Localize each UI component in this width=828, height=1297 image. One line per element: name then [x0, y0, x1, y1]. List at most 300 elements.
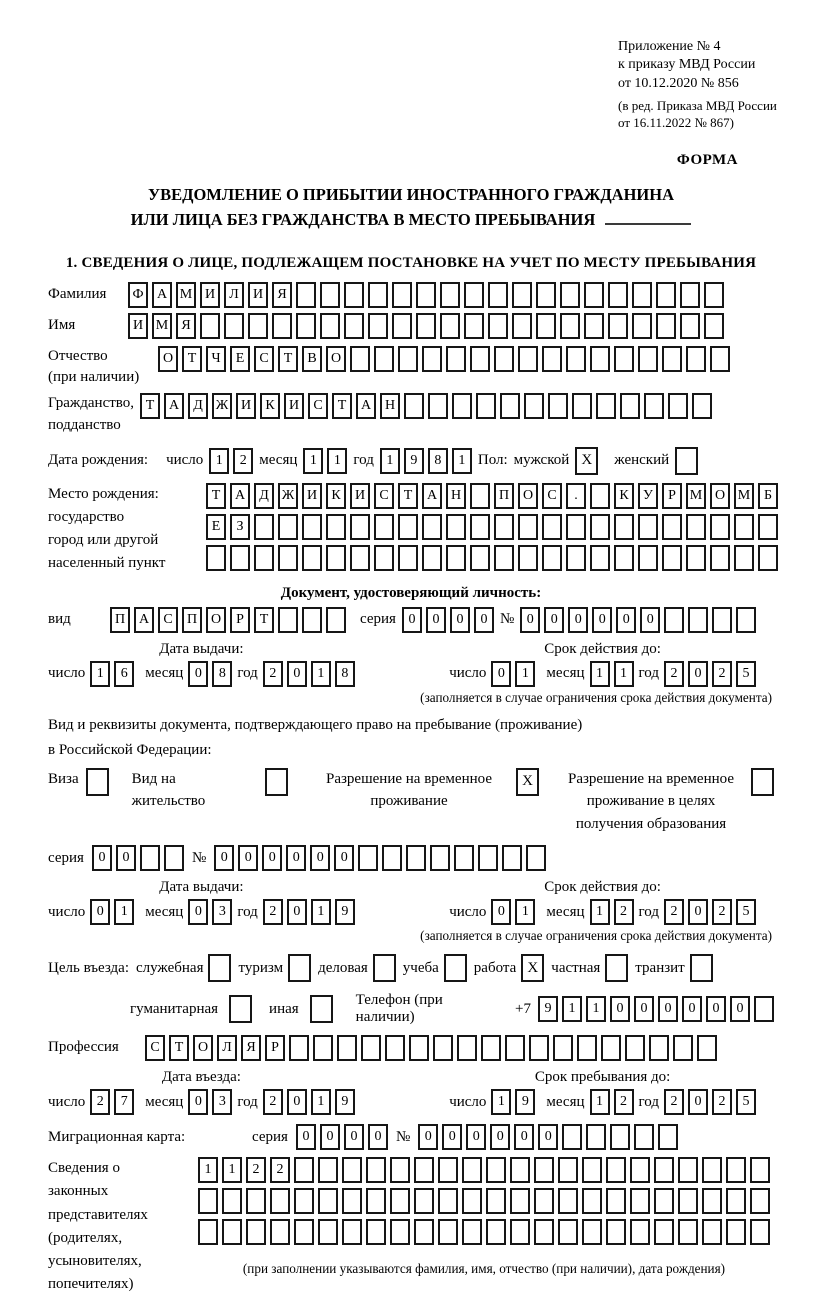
char-cell: [632, 282, 652, 308]
char-cell: [422, 545, 442, 571]
id-doc-validity-note: (заполняется в случае ограничения срока действия документа): [420, 689, 772, 705]
char-cell: 1: [327, 448, 347, 474]
char-cell: [686, 346, 706, 372]
char-cell: 3: [212, 1089, 232, 1115]
stay-issue-year-cells: [263, 899, 355, 925]
phone-prefix: +7: [515, 1000, 531, 1017]
char-cell: 2: [712, 1089, 732, 1115]
stay-until-day-cells: [491, 1089, 535, 1115]
purpose-private-checkbox: [605, 954, 628, 982]
char-cell: 9: [515, 1089, 535, 1115]
migration-card-label: Миграционная карта:: [48, 1128, 186, 1145]
char-cell: И: [350, 483, 370, 509]
purpose-official-checkbox: [208, 954, 231, 982]
char-cell: Р: [662, 483, 682, 509]
char-cell: [470, 545, 490, 571]
char-cell: И: [284, 393, 304, 419]
firstname-label: Имя: [48, 316, 76, 333]
order-line: к приказу МВД России: [618, 57, 756, 73]
char-cell: 0: [490, 1124, 510, 1150]
stay-doc-valid-group: Срок действия до: число 0 1 месяц 1 2 год 2 0 2 5: [449, 879, 756, 925]
sex-male-label: мужской: [513, 452, 570, 469]
birth-month-cells: [303, 448, 347, 474]
char-cell: [446, 545, 466, 571]
char-cell: [566, 545, 586, 571]
purpose-work-checkbox: X: [521, 954, 544, 982]
char-cell: [414, 1157, 434, 1183]
char-cell: [337, 1035, 357, 1061]
char-cell: [524, 393, 544, 419]
edition-block: [618, 98, 828, 132]
char-cell: 0: [640, 607, 660, 633]
char-cell: [620, 393, 640, 419]
char-cell: П: [182, 607, 202, 633]
char-cell: [758, 514, 778, 540]
char-cell: [558, 1157, 578, 1183]
char-cell: 2: [270, 1157, 290, 1183]
char-cell: С: [254, 346, 274, 372]
char-cell: [302, 545, 322, 571]
char-cell: [318, 1188, 338, 1214]
temp-residence-education-option: Разрешение на временное проживание в целях получения образования: [558, 768, 774, 836]
char-cell: [632, 313, 652, 339]
char-cell: [462, 1219, 482, 1245]
char-cell: Т: [206, 483, 226, 509]
char-cell: 0: [616, 607, 636, 633]
representatives-cells-row3: [198, 1219, 770, 1245]
char-cell: С: [158, 607, 178, 633]
char-cell: [358, 845, 378, 871]
char-cell: 2: [712, 899, 732, 925]
surname-cells: [128, 282, 724, 308]
purpose-transit: транзит: [635, 954, 712, 982]
char-cell: Н: [446, 483, 466, 509]
visa-option: Виза: [48, 768, 109, 796]
char-cell: [638, 346, 658, 372]
char-cell: [542, 514, 562, 540]
char-cell: [422, 514, 442, 540]
char-cell: [608, 313, 628, 339]
temp-residence-checkbox: X: [516, 768, 539, 796]
char-cell: [422, 346, 442, 372]
id-valid-year-cells: [664, 661, 756, 687]
char-cell: [582, 1188, 602, 1214]
purpose-tourism: туризм: [238, 954, 311, 982]
char-cell: [318, 1219, 338, 1245]
id-issue-day-cells: [90, 661, 134, 687]
representatives-label: Сведения о законных представителях (родителях, усыновителях, попечителях): [48, 1160, 148, 1293]
char-cell: Т: [169, 1035, 189, 1061]
char-cell: [318, 1157, 338, 1183]
char-cell: 2: [664, 1089, 684, 1115]
char-cell: [726, 1188, 746, 1214]
char-cell: [510, 1188, 530, 1214]
id-doc-series-cells: [402, 607, 494, 633]
char-cell: [536, 282, 556, 308]
char-cell: [398, 545, 418, 571]
char-cell: [404, 393, 424, 419]
char-cell: 0: [538, 1124, 558, 1150]
char-cell: [534, 1157, 554, 1183]
visit-purpose-row2: [130, 992, 774, 1026]
char-cell: Ч: [206, 346, 226, 372]
char-cell: Т: [182, 346, 202, 372]
char-cell: 8: [335, 661, 355, 687]
char-cell: [704, 313, 724, 339]
char-cell: [686, 514, 706, 540]
char-cell: [726, 1157, 746, 1183]
char-cell: 0: [320, 1124, 340, 1150]
edition-line1: (в ред. Приказа МВД России: [618, 98, 777, 114]
char-cell: 9: [404, 448, 424, 474]
char-cell: [416, 282, 436, 308]
char-cell: [750, 1188, 770, 1214]
char-cell: С: [145, 1035, 165, 1061]
char-cell: 0: [287, 899, 307, 925]
char-cell: [566, 514, 586, 540]
char-cell: [512, 313, 532, 339]
char-cell: И: [200, 282, 220, 308]
char-cell: [254, 545, 274, 571]
char-cell: [560, 313, 580, 339]
char-cell: [606, 1219, 626, 1245]
char-cell: 1: [586, 996, 606, 1022]
char-cell: [464, 282, 484, 308]
char-cell: 9: [335, 1089, 355, 1115]
char-cell: [366, 1157, 386, 1183]
char-cell: [590, 514, 610, 540]
char-cell: [385, 1035, 405, 1061]
birth-place-cells-row1: [206, 483, 778, 509]
char-cell: [577, 1035, 597, 1061]
char-cell: 0: [92, 845, 112, 871]
char-cell: [562, 1124, 582, 1150]
char-cell: [614, 514, 634, 540]
id-doc-valid-group: Срок действия до: число 0 1 месяц 1 1 год 2 0 2 5: [449, 641, 756, 687]
char-cell: Т: [332, 393, 352, 419]
char-cell: 0: [287, 661, 307, 687]
purpose-other-checkbox: [310, 995, 333, 1023]
char-cell: [438, 1188, 458, 1214]
char-cell: [464, 313, 484, 339]
char-cell: 9: [538, 996, 558, 1022]
char-cell: [486, 1219, 506, 1245]
char-cell: 0: [688, 1089, 708, 1115]
char-cell: [222, 1219, 242, 1245]
char-cell: Т: [254, 607, 274, 633]
char-cell: 1: [562, 996, 582, 1022]
char-cell: [688, 607, 708, 633]
char-cell: [470, 483, 490, 509]
char-cell: [302, 514, 322, 540]
char-cell: 1: [452, 448, 472, 474]
title-blank-underline: [605, 211, 691, 225]
char-cell: [440, 282, 460, 308]
profession-cells: [145, 1035, 717, 1061]
visa-checkbox: [86, 768, 109, 796]
char-cell: [680, 313, 700, 339]
form-label: ФОРМА: [676, 152, 738, 169]
char-cell: Б: [758, 483, 778, 509]
order-date-line: от 10.12.2020 № 856: [618, 75, 739, 91]
char-cell: [662, 545, 682, 571]
char-cell: [494, 545, 514, 571]
stay-doc-number-cells: [214, 845, 546, 871]
char-cell: [366, 1188, 386, 1214]
char-cell: 0: [402, 607, 422, 633]
char-cell: [430, 845, 450, 871]
char-cell: 2: [233, 448, 253, 474]
char-cell: М: [152, 313, 172, 339]
patronymic-cells: [158, 346, 730, 372]
char-cell: [374, 346, 394, 372]
valid-until-caption: Срок действия до:: [544, 640, 661, 657]
char-cell: [505, 1035, 525, 1061]
firstname-row: [48, 313, 774, 339]
purpose-transit-checkbox: [690, 954, 713, 982]
id-valid-month-cells: [590, 661, 634, 687]
visit-purpose-row1: [48, 954, 774, 982]
char-cell: [566, 346, 586, 372]
char-cell: [470, 514, 490, 540]
char-cell: [584, 313, 604, 339]
char-cell: Т: [140, 393, 160, 419]
char-cell: 1: [515, 661, 535, 687]
surname-label: Фамилия: [48, 285, 107, 302]
migration-series-label: серия: [252, 1128, 288, 1145]
char-cell: [296, 313, 316, 339]
id-doc-heading: Документ, удостоверяющий личность:: [280, 584, 542, 601]
stay-doc-options-row: [48, 768, 774, 836]
char-cell: [206, 545, 226, 571]
char-cell: [692, 393, 712, 419]
char-cell: М: [734, 483, 754, 509]
char-cell: 1: [590, 899, 610, 925]
char-cell: [457, 1035, 477, 1061]
char-cell: О: [326, 346, 346, 372]
char-cell: О: [518, 483, 538, 509]
char-cell: 5: [736, 661, 756, 687]
char-cell: 0: [491, 899, 511, 925]
char-cell: [702, 1219, 722, 1245]
stay-until-group: Срок пребывания до: число 1 9 месяц 1 2 год 2 0 2 5: [449, 1069, 756, 1115]
representatives-cells-and-note: [198, 1157, 770, 1277]
migration-number-cells: [418, 1124, 678, 1150]
char-cell: [320, 313, 340, 339]
char-cell: [510, 1219, 530, 1245]
char-cell: [686, 545, 706, 571]
char-cell: О: [193, 1035, 213, 1061]
birth-place-label: Место рождения: государство город или другой населенный пункт: [48, 485, 166, 572]
char-cell: [654, 1219, 674, 1245]
char-cell: А: [230, 483, 250, 509]
char-cell: 1: [515, 899, 535, 925]
char-cell: 0: [188, 661, 208, 687]
char-cell: [326, 545, 346, 571]
char-cell: [526, 845, 546, 871]
char-cell: [625, 1035, 645, 1061]
char-cell: Д: [188, 393, 208, 419]
char-cell: [198, 1188, 218, 1214]
char-cell: И: [248, 282, 268, 308]
char-cell: 0: [426, 607, 446, 633]
char-cell: [548, 393, 568, 419]
char-cell: [344, 313, 364, 339]
purpose-other: иная: [269, 995, 333, 1023]
char-cell: [750, 1219, 770, 1245]
char-cell: [254, 514, 274, 540]
char-cell: 0: [706, 996, 726, 1022]
citizenship-cells: [140, 393, 712, 419]
char-cell: [382, 845, 402, 871]
char-cell: [278, 514, 298, 540]
char-cell: [494, 346, 514, 372]
char-cell: [518, 545, 538, 571]
char-cell: [270, 1188, 290, 1214]
visit-purpose-label: Цель въезда:: [48, 959, 129, 976]
char-cell: [342, 1188, 362, 1214]
char-cell: А: [422, 483, 442, 509]
char-cell: 2: [614, 1089, 634, 1115]
char-cell: 1: [311, 1089, 331, 1115]
char-cell: [486, 1188, 506, 1214]
char-cell: [634, 1124, 654, 1150]
stay-doc-validity-note: (заполняется в случае ограничения срока действия документа): [420, 928, 772, 944]
sex-female-checkbox: [675, 447, 698, 475]
char-cell: .: [566, 483, 586, 509]
char-cell: 6: [114, 661, 134, 687]
char-cell: [601, 1035, 621, 1061]
char-cell: [510, 1157, 530, 1183]
char-cell: [272, 313, 292, 339]
char-cell: 0: [287, 1089, 307, 1115]
residence-permit-checkbox: [265, 768, 288, 796]
char-cell: [654, 1188, 674, 1214]
char-cell: [710, 514, 730, 540]
stay-doc-dates-row: [48, 879, 774, 925]
form-title-line2: ИЛИ ЛИЦА БЕЗ ГРАЖДАНСТВА В МЕСТО ПРЕБЫВАНИЯ: [48, 208, 774, 233]
char-cell: [678, 1157, 698, 1183]
char-cell: 0: [688, 899, 708, 925]
char-cell: [654, 1157, 674, 1183]
char-cell: 1: [311, 899, 331, 925]
purpose-official: служебная: [136, 954, 232, 982]
char-cell: К: [326, 483, 346, 509]
char-cell: [452, 393, 472, 419]
char-cell: 0: [442, 1124, 462, 1150]
char-cell: 0: [514, 1124, 534, 1150]
char-cell: [529, 1035, 549, 1061]
migration-card-row: [48, 1124, 774, 1150]
char-cell: И: [128, 313, 148, 339]
char-cell: [586, 1124, 606, 1150]
profession-row: [48, 1035, 774, 1061]
char-cell: 0: [544, 607, 564, 633]
char-cell: 0: [418, 1124, 438, 1150]
sex-male-checkbox: X: [575, 447, 598, 475]
id-doc-dates-row: [48, 641, 774, 687]
char-cell: [230, 545, 250, 571]
char-cell: 0: [296, 1124, 316, 1150]
char-cell: 1: [303, 448, 323, 474]
char-cell: [680, 282, 700, 308]
profession-label: Профессия: [48, 1039, 119, 1056]
char-cell: Р: [230, 607, 250, 633]
char-cell: М: [176, 282, 196, 308]
birth-day-cells: [209, 448, 253, 474]
char-cell: З: [230, 514, 250, 540]
char-cell: Ж: [278, 483, 298, 509]
char-cell: 0: [310, 845, 330, 871]
char-cell: [390, 1157, 410, 1183]
char-cell: 0: [730, 996, 750, 1022]
char-cell: 1: [491, 1089, 511, 1115]
purpose-business-checkbox: [373, 954, 396, 982]
char-cell: 2: [90, 1089, 110, 1115]
char-cell: [289, 1035, 309, 1061]
char-cell: 5: [736, 1089, 756, 1115]
char-cell: 0: [634, 996, 654, 1022]
char-cell: [438, 1219, 458, 1245]
char-cell: [678, 1219, 698, 1245]
char-cell: С: [542, 483, 562, 509]
char-cell: [736, 607, 756, 633]
stay-doc-series-cells: [92, 845, 184, 871]
char-cell: [294, 1219, 314, 1245]
char-cell: [294, 1157, 314, 1183]
char-cell: [668, 393, 688, 419]
char-cell: [392, 313, 412, 339]
char-cell: [440, 313, 460, 339]
char-cell: Е: [230, 346, 250, 372]
char-cell: С: [374, 483, 394, 509]
char-cell: [553, 1035, 573, 1061]
char-cell: 7: [114, 1089, 134, 1115]
char-cell: 0: [334, 845, 354, 871]
char-cell: 0: [450, 607, 470, 633]
char-cell: [662, 346, 682, 372]
char-cell: 2: [263, 899, 283, 925]
char-cell: 1: [90, 661, 110, 687]
char-cell: О: [710, 483, 730, 509]
char-cell: [486, 1157, 506, 1183]
char-cell: [428, 393, 448, 419]
char-cell: 1: [198, 1157, 218, 1183]
char-cell: [374, 514, 394, 540]
char-cell: 2: [614, 899, 634, 925]
char-cell: [518, 346, 538, 372]
char-cell: П: [110, 607, 130, 633]
char-cell: [590, 545, 610, 571]
char-cell: 0: [262, 845, 282, 871]
char-cell: 0: [474, 607, 494, 633]
stay-valid-year-cells: [664, 899, 756, 925]
char-cell: 3: [212, 899, 232, 925]
char-cell: [750, 1157, 770, 1183]
entry-month-cells: [188, 1089, 232, 1115]
section1-heading: 1. СВЕДЕНИЯ О ЛИЦЕ, ПОДЛЕЖАЩЕМ ПОСТАНОВКЕ НА УЧЕТ ПО МЕСТУ ПРЕБЫВАНИЯ: [65, 254, 757, 271]
char-cell: [542, 545, 562, 571]
char-cell: [414, 1219, 434, 1245]
char-cell: О: [158, 346, 178, 372]
form-title: [48, 183, 774, 233]
birth-place-row: [48, 483, 774, 576]
char-cell: Т: [398, 483, 418, 509]
char-cell: [476, 393, 496, 419]
citizenship-label: Гражданство, подданство: [48, 395, 135, 433]
migration-number-label: №: [395, 1128, 411, 1145]
entry-dates-row: [48, 1069, 774, 1115]
